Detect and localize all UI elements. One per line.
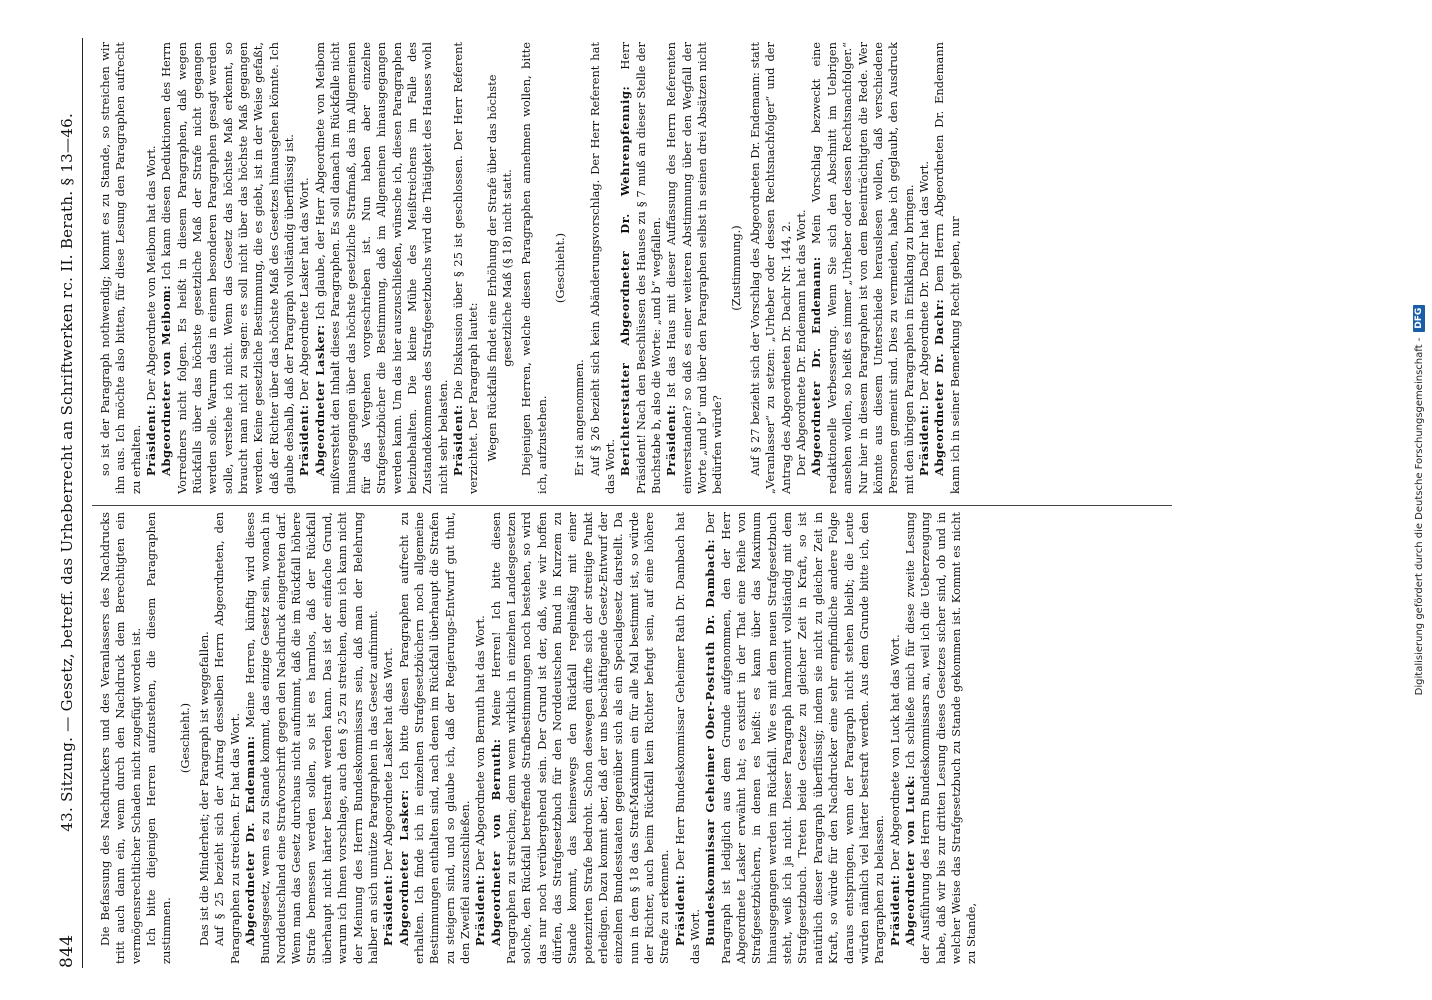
speaker-name: Präsident: xyxy=(887,874,902,946)
paragraph xyxy=(297,42,312,494)
speaker-name: Präsident: xyxy=(297,404,312,476)
speaker-name: Präsident: xyxy=(450,404,465,476)
paragraph xyxy=(917,42,932,494)
paragraph xyxy=(489,512,673,964)
paragraph xyxy=(473,512,488,964)
paragraph-text: Der Herr Bundeskommissar Geheimer Rath Dr. Dambach hat das Wort. xyxy=(672,512,703,964)
running-title: 43. Sitzung. — Gesetz, betreff. das Urheberrecht an Schriftwerken rc. II. Berath. § 13—46. xyxy=(58,112,76,832)
paragraph xyxy=(664,42,725,494)
centered-line xyxy=(553,42,568,494)
speaker-name: Abgeordneter Dr. Dachr: xyxy=(932,298,947,476)
paragraph xyxy=(519,42,550,494)
centered-line xyxy=(178,512,193,964)
paragraph-text: Der Paragraph ist lediglich aus dem Grunde aufgenommen, den der Herr Abgeordnete Lasker erwähnt hat; es existirt in der That eine Reihe von Strafgesetzbüchern, in denen es heißt: es kann über das Maximum hinausgegangen werden im Rückfall. Wie es mit dem neuen Strafgesetzbuch steht, weiß ich ja nicht. Dieser Paragraph harmonirt vollständig mit dem Strafgesetzbuch. Treten beide Gesetze zu gleicher Zeit in Kraft, so ist natürlich dieser Paragraph überflüssig; indem sie nicht zu gleicher Zeit in Kraft, so würde für den Nachdrucker eine sehr empfindliche andere Folge daraus entspringen, wenn der Paragraph nicht stehen bleibt; die Leute würden nämlich viel härter bestraft werden. Aus dem Grunde bitte ich, den Paragraphen zu belassen. xyxy=(703,512,887,964)
page-header xyxy=(52,38,83,968)
speaker-name: Präsident: xyxy=(672,874,687,946)
paragraph xyxy=(197,512,212,964)
page-number: 844 xyxy=(57,934,77,968)
paragraph xyxy=(673,512,704,964)
speaker-name: Abgeordneter Dr. Endemann: xyxy=(243,735,258,946)
paragraph-text: Ich schließe mich für diese zweite Lesung der Ausführung des Herrn Bundeskommissars an, weil ich die Ueberzeugung habe, daß wir bis zur dritten Lesung dieses Gesetzes sicher sind, ob und in welcher Weise das Strafgesetzbuch zu Stande gekommen ist. Kommt es nicht zu Stande, xyxy=(902,512,979,964)
paragraph-text: Der Abgeordnete Dr. Dachr hat das Wort. xyxy=(916,161,931,401)
paragraph-text: Meine Herren, künftig wird dieses Bundesgesetz, wenn es zu Stande kommt, das einzige Gesetz sein, wonach in Norddeutschland eine Strafvorschrift gegen den Nachdruck eingetreten darf. Wenn man das Gesetz durchaus nicht aufnimmt, daß die im Rückfall höhere Strafe bemessen werden sollen, so ist es harmlos, daß der Rückfall überhaupt nicht härter bestraft werden kann. Das ist der einfache Grund, warum ich Ihnen vorschlage, auch den § 25 zu streichen, denn ich kann nicht der Meinung des Herrn Bundeskommissars sein, daß man der Belehrung halber an sich unnütze Paragraphen in das Gesetz aufnimmt. xyxy=(243,512,380,964)
speaker-name: Abgeordneter Lasker: xyxy=(396,789,411,946)
paragraph-text: (Zustimmung.) xyxy=(728,225,743,311)
footer-text: Digitalisierung gefördert durch die Deutsche Forschungsgemeinschaft - xyxy=(1413,337,1425,696)
speaker-name: Präsident: xyxy=(144,404,159,476)
paragraph-text: Der Abgeordnete Dr. Endemann hat das Wort. xyxy=(794,209,809,476)
paragraph-text: Ich kann diesen Deduktionen des Herrn Vorredners nicht folgen. Es heißt in diesem Paragraphen, daß wegen Rückfalls über das höchste gesetzliche Maß der Strafe nicht gegangen werden solle. Warum das in einem besonderen Paragraphen gesagt werden solle, verstehe ich nicht. Wenn das Gesetz das höchste Maß erkennt, so braucht man nicht zu sagen: es soll nicht über das höchste Maß gegangen werden. Keine gesetzliche Bestimmung, die es giebt, ist in der Weise gefaßt, daß der Richter über das höchste Maß des Gesetzes hinausgehen könnte. Ich glaube deshalb, daß der Paragraph vollständig überflüssig ist. xyxy=(159,42,297,494)
paragraph-text: Ich bitte diejenigen Herren aufzustehen, die diesem Paragraphen zustimmen. xyxy=(144,512,174,964)
paragraph xyxy=(159,42,297,494)
speaker-name: Abgeordneter Dr. Endemann: xyxy=(809,256,824,476)
paragraph-text: Ist das Haus mit dieser Auffassung des Herrn Referenten einverstanden? so daß es einer weiteren Abstimmung über den Wegfall der Worte „und b“ und über den Paragraphen selbst in seinen drei Absätzen nicht bedürfen würde? xyxy=(664,42,725,494)
column-divider xyxy=(92,505,1172,506)
speaker-name: Berichterstatter Abgeordneter Dr. Wehrenpfennig: xyxy=(618,85,633,476)
paragraph-text: Diejenigen Herren, welche diesen Paragraphen annehmen wollen, bitte ich, aufzustehen. xyxy=(519,42,549,494)
speaker-name: Präsident: xyxy=(664,404,679,476)
paragraph xyxy=(932,42,963,494)
paragraph-text: (Geschieht.) xyxy=(177,702,192,774)
paragraph-text: so ist der Paragraph nothwendig; kommt es zu Stande, so streichen wir ihn aus. Ich möchte also bitten, für diese Lesung den Paragraphen aufrecht zu erhalten. xyxy=(98,42,143,494)
paragraph xyxy=(98,512,144,964)
paragraph xyxy=(809,42,916,494)
paragraph xyxy=(381,512,396,964)
paragraph-text: Der Abgeordnete von Bernuth hat das Wort. xyxy=(473,615,488,871)
paragraph xyxy=(98,42,144,494)
paragraph-text: Wegen Rückfalls findet eine Erhöhung der Strafe über das höchste gesetzliche Maß (§ 18) nicht statt. xyxy=(484,74,514,462)
paragraph-text: Der Abgeordnete Lasker hat das Wort. xyxy=(381,647,396,871)
paragraph xyxy=(212,512,243,964)
paragraph xyxy=(748,42,794,494)
paragraph-text: (Geschieht.) xyxy=(552,232,567,304)
paragraph-text: Ich glaube, der Herr Abgeordnete von Meibom mißversteht den Inhalt dieses Paragraphen. Es soll danach im Rückfalle nicht hinausgegangen über das höchste gesetzliche Strafmaß, das im Allgemeinen für das Vergehen vorgeschrieben ist. Nun haben aber einzelne Strafgesetzbücher die Bestimmung, daß im Allgemeinen hinausgegangen werden kann. Um das hier auszuschließen, wünsche ich, diesen Paragraphen beizubehalten. Die kleine Mühe des Meißtreichens im Falle des Zustandekommens des Strafgesetzbuchs wird die Thätigkeit des Hauses wohl nicht sehr belasten. xyxy=(312,42,450,494)
paragraph xyxy=(144,42,159,494)
digitization-footer xyxy=(1410,0,1428,1000)
paragraph-text: Ich bitte diesen Paragraphen aufrecht zu erhalten. Ich finde ich in einzelnen Strafgesetzbüchern noch allgemeine Bestimmungen enthalten sind, nach denen im Rückfall überhaupt die Strafen zu steigern sind, und so glaube ich, daß der Regierungs-Entwurf gut thut, den Zweifel auszuschließen. xyxy=(396,512,472,964)
paragraph-text: Der Abgeordnete Lasker hat das Wort. xyxy=(297,177,312,401)
paragraph-text: Die Diskussion über § 25 ist geschlossen. Der Herr Referent verzichtet. Der Paragraph lautet: xyxy=(450,42,481,494)
speaker-name: Abgeordneter von Luck: xyxy=(902,774,917,946)
centered-line xyxy=(485,42,516,494)
left-column xyxy=(98,512,1188,964)
speaker-name: Bundeskommissar Geheimer Ober-Postrath Dr. Dambach: xyxy=(703,538,718,946)
paragraph xyxy=(794,42,809,494)
speaker-name: Präsident: xyxy=(916,404,931,476)
paragraph-text: Auf § 27 bezieht sich der Vorschlag des Abgeordneten Dr. Endemann: statt „Veranlasser“ zu setzen: „Urheber oder dessen Rechtsnachfolger“ und der Antrag des Abgeordneten Dr. Dachr Nr. 144, 2. xyxy=(748,42,793,494)
paragraph-text: Der Abgeordnete von Luck hat das Wort. xyxy=(887,634,902,871)
paragraph-text: Dem Herrn Abgeordneten Dr. Endemann kann ich in seiner Bemerkung Recht geben, nur xyxy=(932,42,962,494)
paragraph xyxy=(903,512,980,964)
paragraph-text: Die Befassung des Nachdruckers und des Veranlassers des Nachdrucks tritt auch dann ein, wenn durch den Nachdruck dem Berechtigten ein vermögensrechtlicher Schaden nicht zugefügt worden ist. xyxy=(98,512,143,964)
paragraph xyxy=(144,512,175,964)
dfg-logo: DFG xyxy=(1413,305,1425,332)
speaker-name: Präsident: xyxy=(473,874,488,946)
speaker-name: Abgeordneter Lasker: xyxy=(312,324,327,476)
speaker-name: Abgeordneter von Bernuth: xyxy=(488,738,503,946)
paragraph-text: Er ist angenommen. xyxy=(572,359,587,476)
speaker-name: Abgeordneter von Meibom: xyxy=(159,284,174,476)
paragraph-text: Meine Herren! Ich bitte diesen Paragraphen zu streichen; denn wenn wirklich in einzelnen Landesgesetzen solche, den Rückfall betreffende Strafbestimmungen noch bestehen, so wird das nur noch verübergehend sein. Der Grund ist der, daß, wie wir hoffen dürfen, das Strafgesetzbuch für den Norddeutschen Bund in Kurzem zu Stande kommt, das keineswegs den Rückfall regelmäßig mit einer potenzirten Strafe bedroht. Schon deswegen dürfte sich der streitige Punkt erledigen. Dazu kommt aber, daß der uns beschäftigende Gesetz-Entwurf der einzelnen Bundesstaaten gegenüber sich als ein Specialgesetz darstellt. Da nun in dem § 18 das Straf-Maximum ein für alle Mal bestimmt ist, so würde der Richter, auch beim Rückfall kein Richter befugt sein, auf eine höhere Strafe zu erkennen. xyxy=(488,512,672,964)
paragraph xyxy=(243,512,381,964)
centered-line xyxy=(729,42,744,494)
paragraph-text: Auf § 25 bezieht sich der Antrag desselben Herrn Abgeordneten, den Paragraphen zu streichen. Er hat das Wort. xyxy=(212,512,242,964)
paragraph xyxy=(588,42,619,494)
paragraph-text: Mein Vorschlag bezweckt eine redaktionelle Verbesserung. Wenn Sie sich den Abschnitt im Uebrigen ansehen wollen, so heißt es immer „Urheber oder dessen Rechtsnachfolger.“ Nur hier in diesem Paragraphen ist von dem Beeinträchtigten die Rede. Wer könnte aus diesem Unterschiede herauslesen wollen, daß verschiedene Personen gemeint sind. Dies zu vermeiden, habe ich geglaubt, den Ausdruck mit den übrigen Paragraphen in Einklang zu bringen. xyxy=(809,42,916,494)
paragraph xyxy=(618,42,664,494)
paragraph xyxy=(703,512,887,964)
paragraph-text: Der Abgeordnete von Meibom hat das Wort. xyxy=(144,145,159,401)
right-column xyxy=(98,42,1188,494)
paragraph xyxy=(313,42,451,494)
paragraph xyxy=(397,512,474,964)
paragraph-text: Das ist die Minderheit; der Paragraph ist weggefallen. xyxy=(197,631,212,946)
paragraph xyxy=(451,42,482,494)
paragraph xyxy=(888,512,903,964)
paragraph xyxy=(572,42,587,494)
speaker-name: Präsident: xyxy=(381,874,396,946)
paragraph-text: Auf § 26 bezieht sich kein Abänderungsvorschlag. Der Herr Referent hat das Wort. xyxy=(587,42,617,494)
paragraph-text: Herr Präsident! Nach den Beschlüssen des Hauses zu § 7 muß an dieser Stelle der Buchstabe b, also die Worte: „und b“ wegfallen. xyxy=(618,42,664,494)
